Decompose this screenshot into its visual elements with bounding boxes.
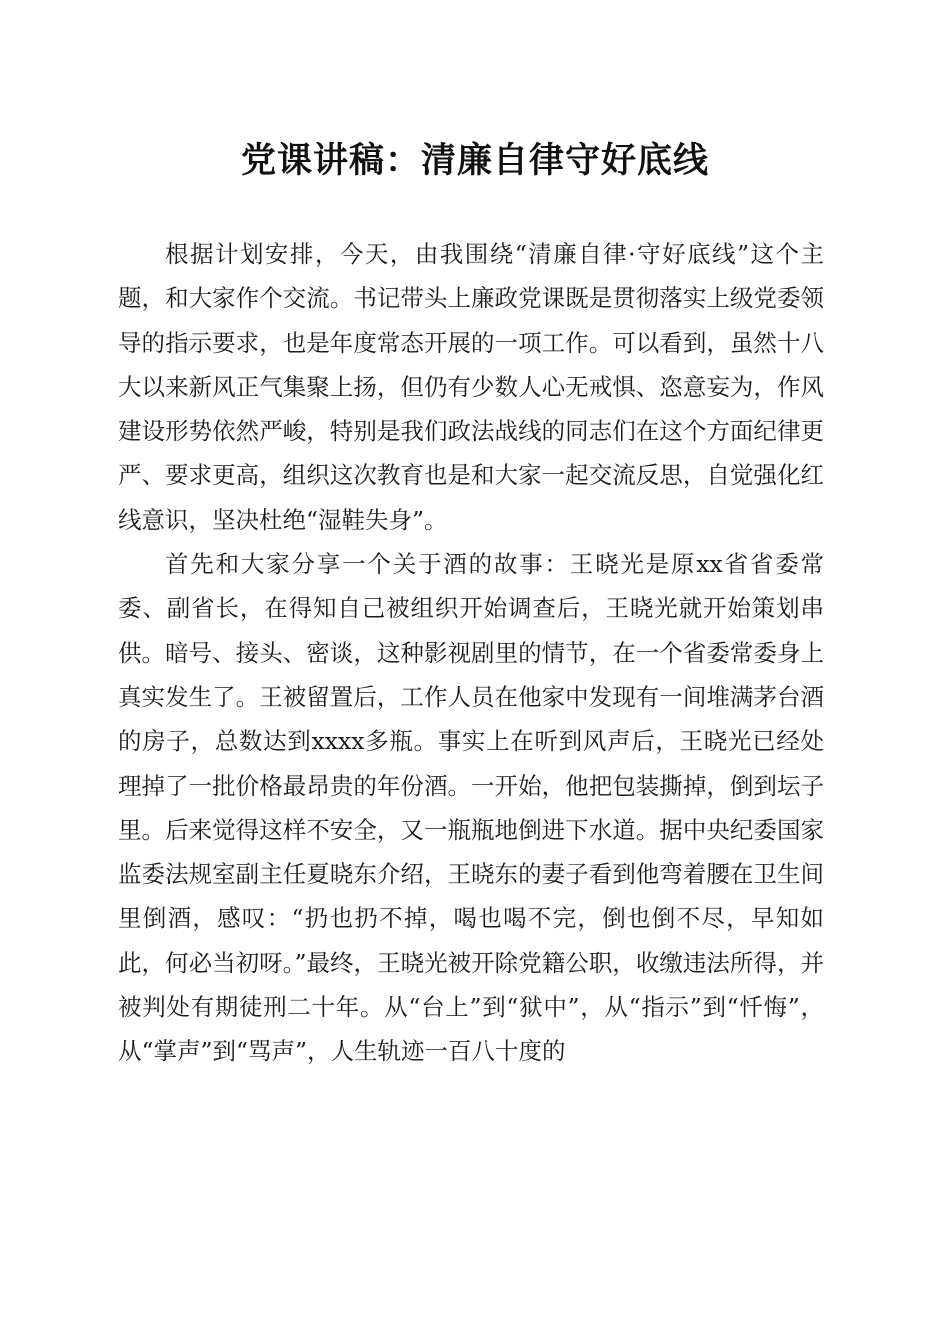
paragraph-2: 首先和大家分享一个关于酒的故事：王晓光是原xx省省委常委、副省长，在得知自己被组织开始调查后，王晓光就开始策划串供。暗号、接头、密谈，这种影视剧里的情节，在一个省委常委身上真实发生了。王被留置后，工作人员在他家中发现有一间堆满茅台酒的房子，总数达到xxxx多瓶。事实上在听到风声后，王晓光已经处理掉了一批价格最昂贵的年份酒。一开始，他把包装撕掉，倒到坛子里。后来觉得这样不安全，又一瓶瓶地倒进下水道。据中央纪委国家监委法规室副主任夏晓东介绍，王晓东的妻子看到他弯着腰在卫生间里倒酒，感叹：“扔也扔不掉，喝也喝不完，倒也倒不尽，早知如此，何必当初呀。”最终，王晓光被开除党籍公职，收缴违法所得，并被判处有期徒刑二十年。从“台上”到“狱中”，从“指示”到“忏悔”，从“掌声”到“骂声”，人生轨迹一百八十度的 — [118, 550, 824, 1066]
document-body — [118, 232, 824, 1074]
page-title: 党课讲稿：清廉自律守好底线 — [240, 140, 709, 181]
paragraph-1: 根据计划安排，今天，由我围绕“清廉自律·守好底线”这个主题，和大家作个交流。书记带头上廉政党课既是贯彻落实上级党委领导的指示要求，也是年度常态开展的一项工作。可以看到，虽然十八大以来新风正气集聚上扬，但仍有少数人心无戒惧、恣意妄为，作风建设形势依然严峻，特别是我们政法战线的同志们在这个方面纪律更严、要求更高，组织这次教育也是和大家一起交流反思，自觉强化红线意识，坚决杜绝“湿鞋失身”。 — [118, 240, 824, 534]
